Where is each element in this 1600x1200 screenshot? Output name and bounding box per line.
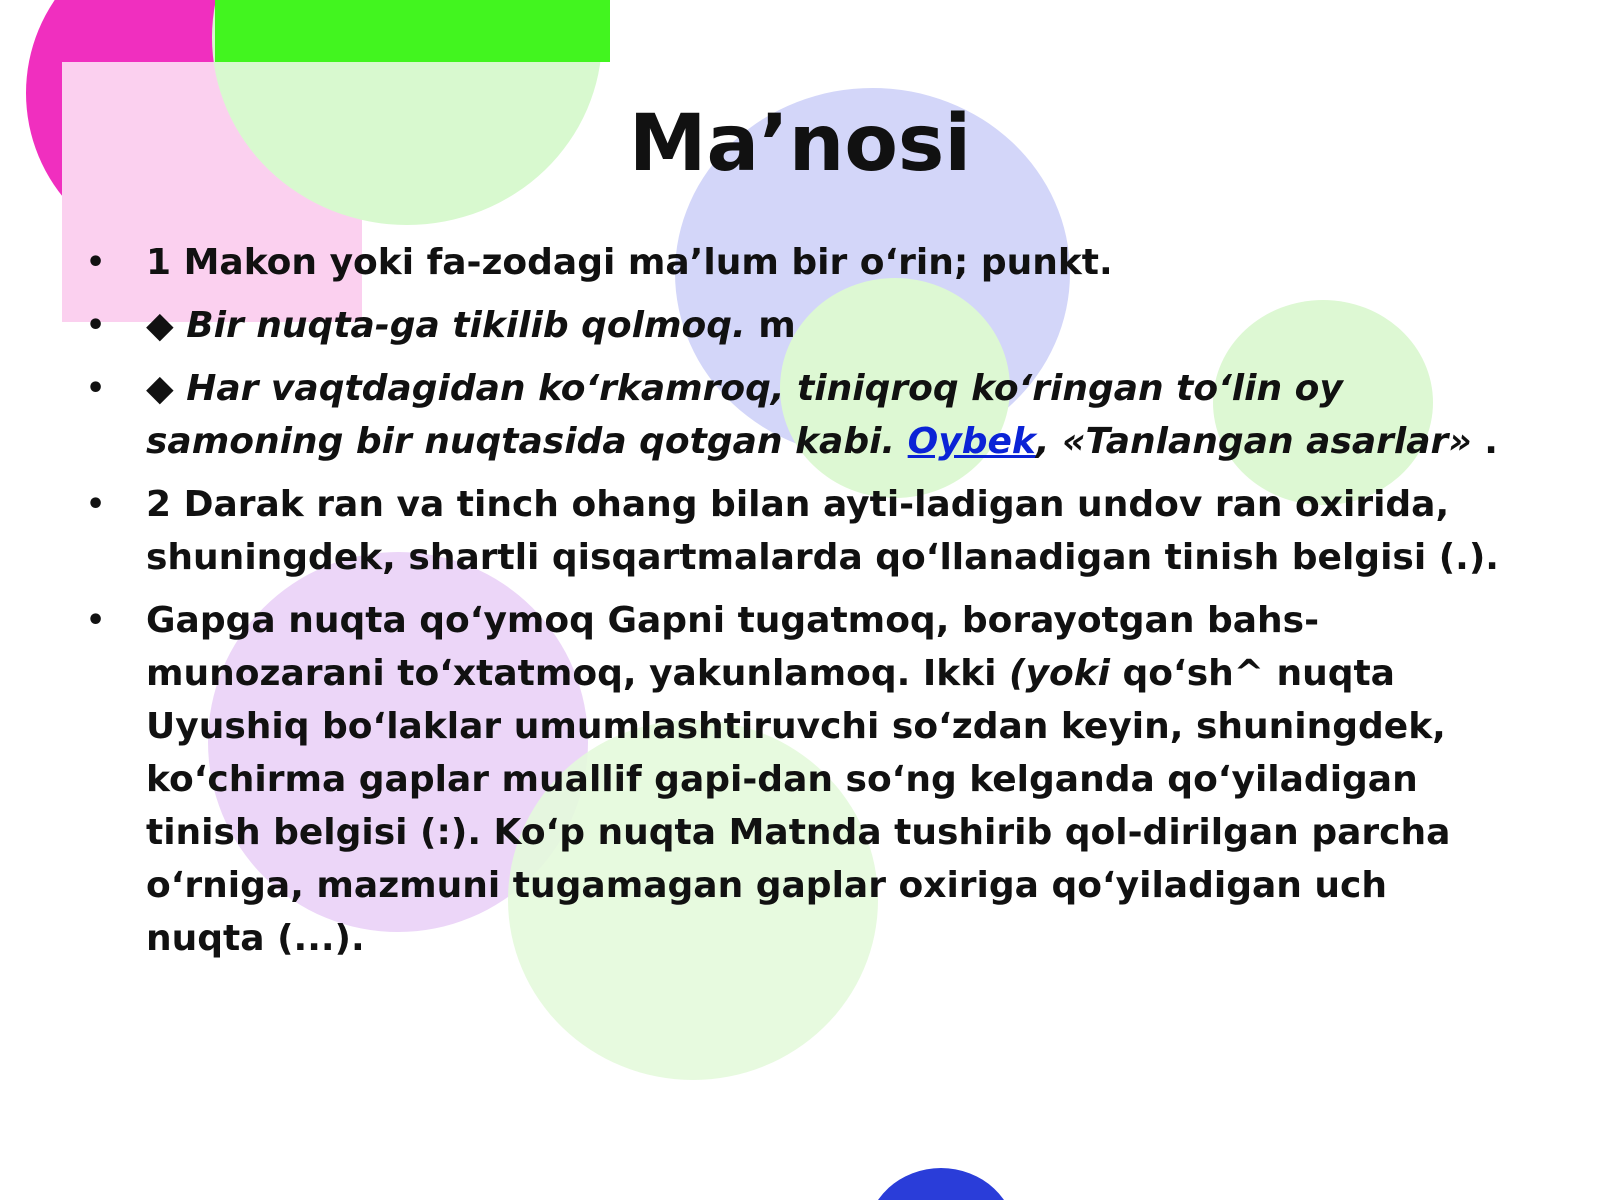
bullet-dot-icon: • bbox=[86, 245, 106, 280]
bullet-item bbox=[82, 236, 1502, 289]
oybek-link[interactable]: Oybek bbox=[907, 421, 1036, 462]
slide-title: Ma’nosi bbox=[628, 99, 972, 189]
bullet-text: m bbox=[745, 305, 796, 346]
bullet-dot-icon: • bbox=[86, 487, 106, 522]
bullet-item bbox=[82, 478, 1502, 584]
bullet-italic-text: ◆ Har vaqtdagidan ko‘rkamroq, tiniqroq ko‘ringan to‘lin oy samoning bir nuqtasida qotgan kabi. bbox=[146, 368, 1343, 462]
bullet-text: 1 Makon yoki fa-zodagi ma’lum bir o‘rin; punkt. bbox=[146, 242, 1113, 283]
bullet-dot-icon: • bbox=[86, 371, 106, 406]
bullet-text: . bbox=[1471, 421, 1498, 462]
bullet-item bbox=[82, 299, 1502, 352]
bullet-text: Gapga nuqta qo‘ymoq Gapni tugatmoq, borayotgan bahs-munozarani to‘xtatmoq, yakunlamoq. Ikki bbox=[146, 600, 1320, 694]
bullet-item bbox=[82, 594, 1502, 965]
bullet-item bbox=[82, 362, 1502, 468]
bullet-dot-icon: • bbox=[86, 308, 106, 343]
bullet-text: 2 Darak ran va tinch ohang bilan ayti-ladigan undov ran oxirida, shuningdek, shartli qisqartmalarda qo‘llanadigan tinish belgisi (.). bbox=[146, 484, 1499, 578]
bullet-dot-icon: • bbox=[86, 603, 106, 638]
bullet-italic-text: ◆ Bir nuqta-ga tikilib qolmoq. bbox=[146, 305, 746, 346]
bullet-italic-source: , «Tanlangan asarlar» bbox=[1035, 421, 1472, 462]
bullet-text-continued: qo‘sh^ nuqta Uyushiq bo‘laklar umumlashtiruvchi so‘zdan keyin, shuningdek, ko‘chirma gaplar muallif gapi-dan so‘ng kelganda qo‘yiladigan tinish belgisi (:). Ko‘p nuqta Matnda tushirib qol-dirilgan parcha o‘rniga, mazmuni tugamagan gaplar oxiriga qo‘yiladigan uch nuqta (...). bbox=[146, 653, 1451, 959]
bullet-italic-text: (yoki bbox=[1009, 653, 1110, 694]
bullet-list bbox=[82, 236, 1502, 975]
